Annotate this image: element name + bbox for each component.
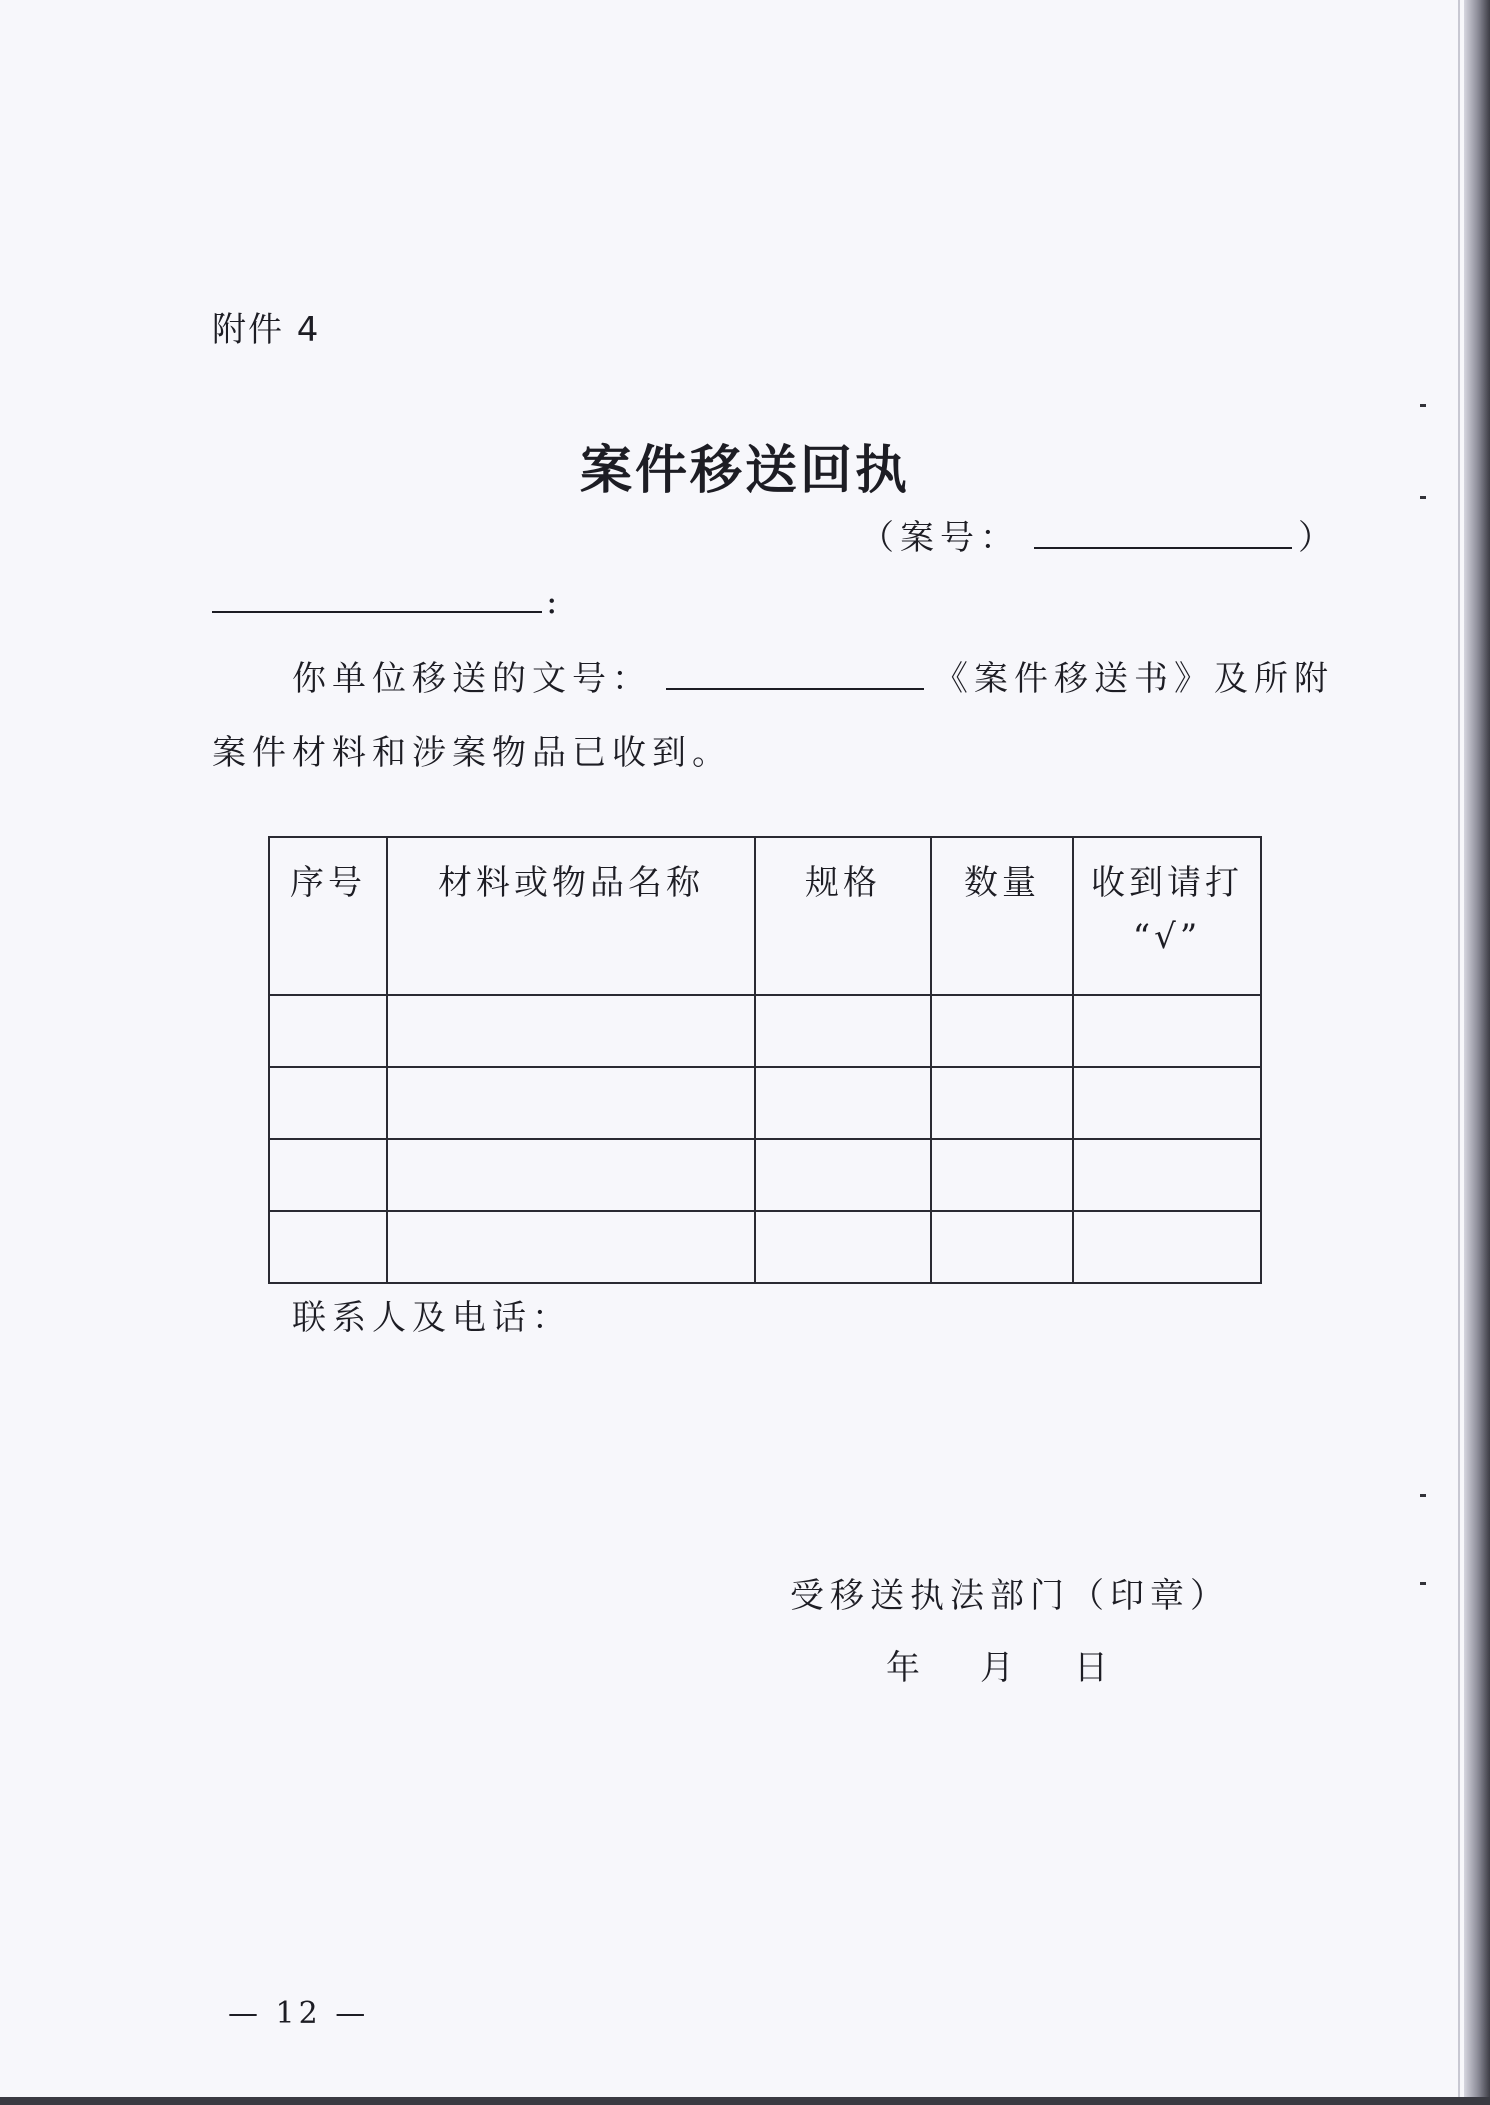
department-seal-label: 受移送执法部门（印章）: [790, 1576, 1230, 1616]
table-cell: [269, 995, 387, 1067]
table-row: [269, 1211, 1261, 1283]
case-number-close: ）: [1298, 518, 1338, 558]
table-cell: [269, 1139, 387, 1211]
page-title: 案件移送回执: [579, 441, 910, 501]
body-line-1: [292, 651, 1334, 700]
table-cell: [387, 1211, 755, 1283]
table-header-row: [269, 837, 1261, 995]
table-cell: [387, 995, 755, 1067]
page-number: — 12 —: [228, 1996, 370, 2031]
header-qty: 数量: [931, 837, 1073, 995]
scan-edge-line: [1458, 0, 1460, 2105]
scan-mark: [1420, 1494, 1426, 1497]
table-cell: [755, 1211, 931, 1283]
table-cell: [269, 1067, 387, 1139]
date-day: 日: [1074, 1648, 1108, 1688]
table-cell: [931, 1067, 1073, 1139]
table-row: [269, 1139, 1261, 1211]
header-check: 收到请打 “√”: [1073, 837, 1261, 995]
attachment-label: 附件 4: [212, 310, 321, 350]
date-year: 年: [886, 1648, 920, 1688]
table-cell: [1073, 995, 1261, 1067]
recipient-line: [212, 582, 557, 622]
document-number-blank: [666, 687, 924, 690]
table-cell: [931, 995, 1073, 1067]
recipient-colon: :: [546, 582, 558, 622]
table-cell: [931, 1139, 1073, 1211]
header-name: 材料或物品名称: [387, 837, 755, 995]
table-cell: [1073, 1067, 1261, 1139]
table-cell: [755, 1067, 931, 1139]
table-row: [269, 1067, 1261, 1139]
table-cell: [269, 1211, 387, 1283]
table-cell: [755, 995, 931, 1067]
case-number-line: [860, 510, 1338, 559]
date-line: [886, 1640, 1108, 1689]
table-row: [269, 995, 1261, 1067]
header-seq: 序号: [269, 837, 387, 995]
body-line-2: 案件材料和涉案物品已收到。: [212, 733, 732, 773]
table-cell: [931, 1211, 1073, 1283]
case-number-open: （案号：: [860, 518, 1020, 558]
table-cell: [387, 1067, 755, 1139]
date-month: 月: [980, 1648, 1014, 1688]
table-cell: [755, 1139, 931, 1211]
scan-edge-right: [1464, 0, 1490, 2105]
contact-label: 联系人及电话：: [292, 1298, 572, 1338]
table-cell: [1073, 1139, 1261, 1211]
case-number-blank: [1034, 546, 1292, 549]
body-line-1-prefix: 你单位移送的文号：: [292, 659, 652, 699]
table-cell: [387, 1139, 755, 1211]
body-line-1-suffix: 《案件移送书》及所附: [934, 659, 1334, 699]
header-spec: 规格: [755, 837, 931, 995]
table-cell: [1073, 1211, 1261, 1283]
scan-edge-bottom: [0, 2097, 1490, 2105]
recipient-blank: [212, 610, 542, 613]
scan-mark: [1420, 1582, 1426, 1585]
items-table: [268, 836, 1262, 1284]
scan-mark: [1420, 404, 1426, 407]
